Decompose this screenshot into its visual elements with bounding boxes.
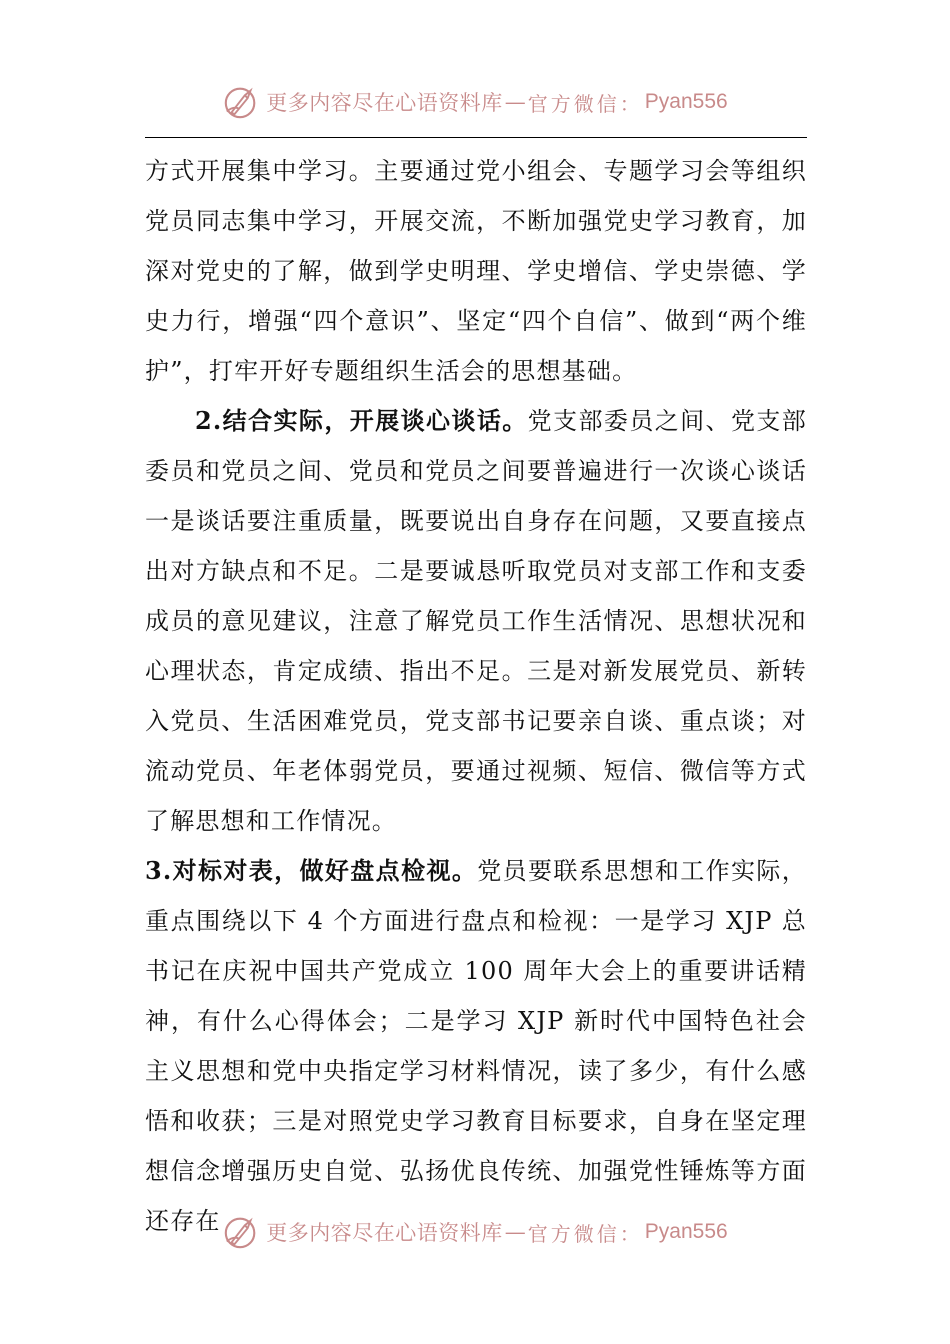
footer-banner-text: 更多内容尽在心语资料库 [266, 1221, 503, 1245]
header-wechat-id: Pyan556 [644, 90, 728, 113]
header-wechat-label: 官方微信： [527, 91, 643, 116]
header-banner-text: 更多内容尽在心语资料库 [266, 91, 503, 115]
pen-nib-logo-icon [222, 1213, 260, 1251]
header-banner-separator: — [504, 90, 526, 114]
paragraph-2 [145, 396, 807, 846]
footer-watermark-banner [222, 1213, 727, 1251]
paragraph-3 [145, 846, 807, 1246]
paragraph-3-heading: 3.对标对表，做好盘点检视。 [145, 856, 478, 885]
page-footer [0, 1208, 950, 1256]
document-body [145, 146, 807, 1246]
paragraph-1: 方式开展集中学习。主要通过党小组会、专题学习会等组织党员同志集中学习，开展交流，不断加强党史学习教育，加深对党史的了解，做到学史明理、学史增信、学史崇德、学史力行，增强“四个意识”、坚定“四个自信”、做到“两个维护”，打牢开好专题组织生活会的思想基础。 [145, 157, 807, 385]
footer-wechat-id: Pyan556 [644, 1220, 728, 1243]
page-header [0, 78, 950, 126]
paragraph-2-text: 党支部委员之间、党支部委员和党员之间、党员和党员之间要普遍进行一次谈心谈话一是谈话要注重质量，既要说出自身存在问题，又要直接点出对方缺点和不足。二是要诚恳听取党员对支部工作和支委成员的意见建议，注意了解党员工作生活情况、思想状况和心理状态，肯定成绩、指出不足。三是对新发展党员、新转入党员、生活困难党员，党支部书记要亲自谈、重点谈；对流动党员、年老体弱党员，要通过视频、短信、微信等方式了解思想和工作情况。 [145, 407, 808, 835]
footer-banner-separator: — [504, 1220, 526, 1244]
header-divider [145, 137, 807, 138]
paragraph-3-text: 党员要联系思想和工作实际，重点围绕以下 4 个方面进行盘点和检视：一是学习 XJP 总书记在庆祝中国共产党成立 100 周年大会上的重要讲话精神，有什么心得体会；二是学习 XJP 新时代中国特色社会主义思想和党中央指定学习材料情况，读了多少，有什么感悟和收获；三是对照党史学习教育目标要求，自身在坚定理想信念增强历史自觉、弘扬优良传统、加强党性锤炼等方面还存在 [145, 857, 807, 1235]
footer-wechat-label: 官方微信： [527, 1221, 643, 1246]
pen-nib-logo-icon [222, 83, 260, 121]
paragraph-2-heading: 2.结合实际，开展谈心谈话。 [195, 406, 528, 435]
header-watermark-banner [222, 83, 727, 121]
